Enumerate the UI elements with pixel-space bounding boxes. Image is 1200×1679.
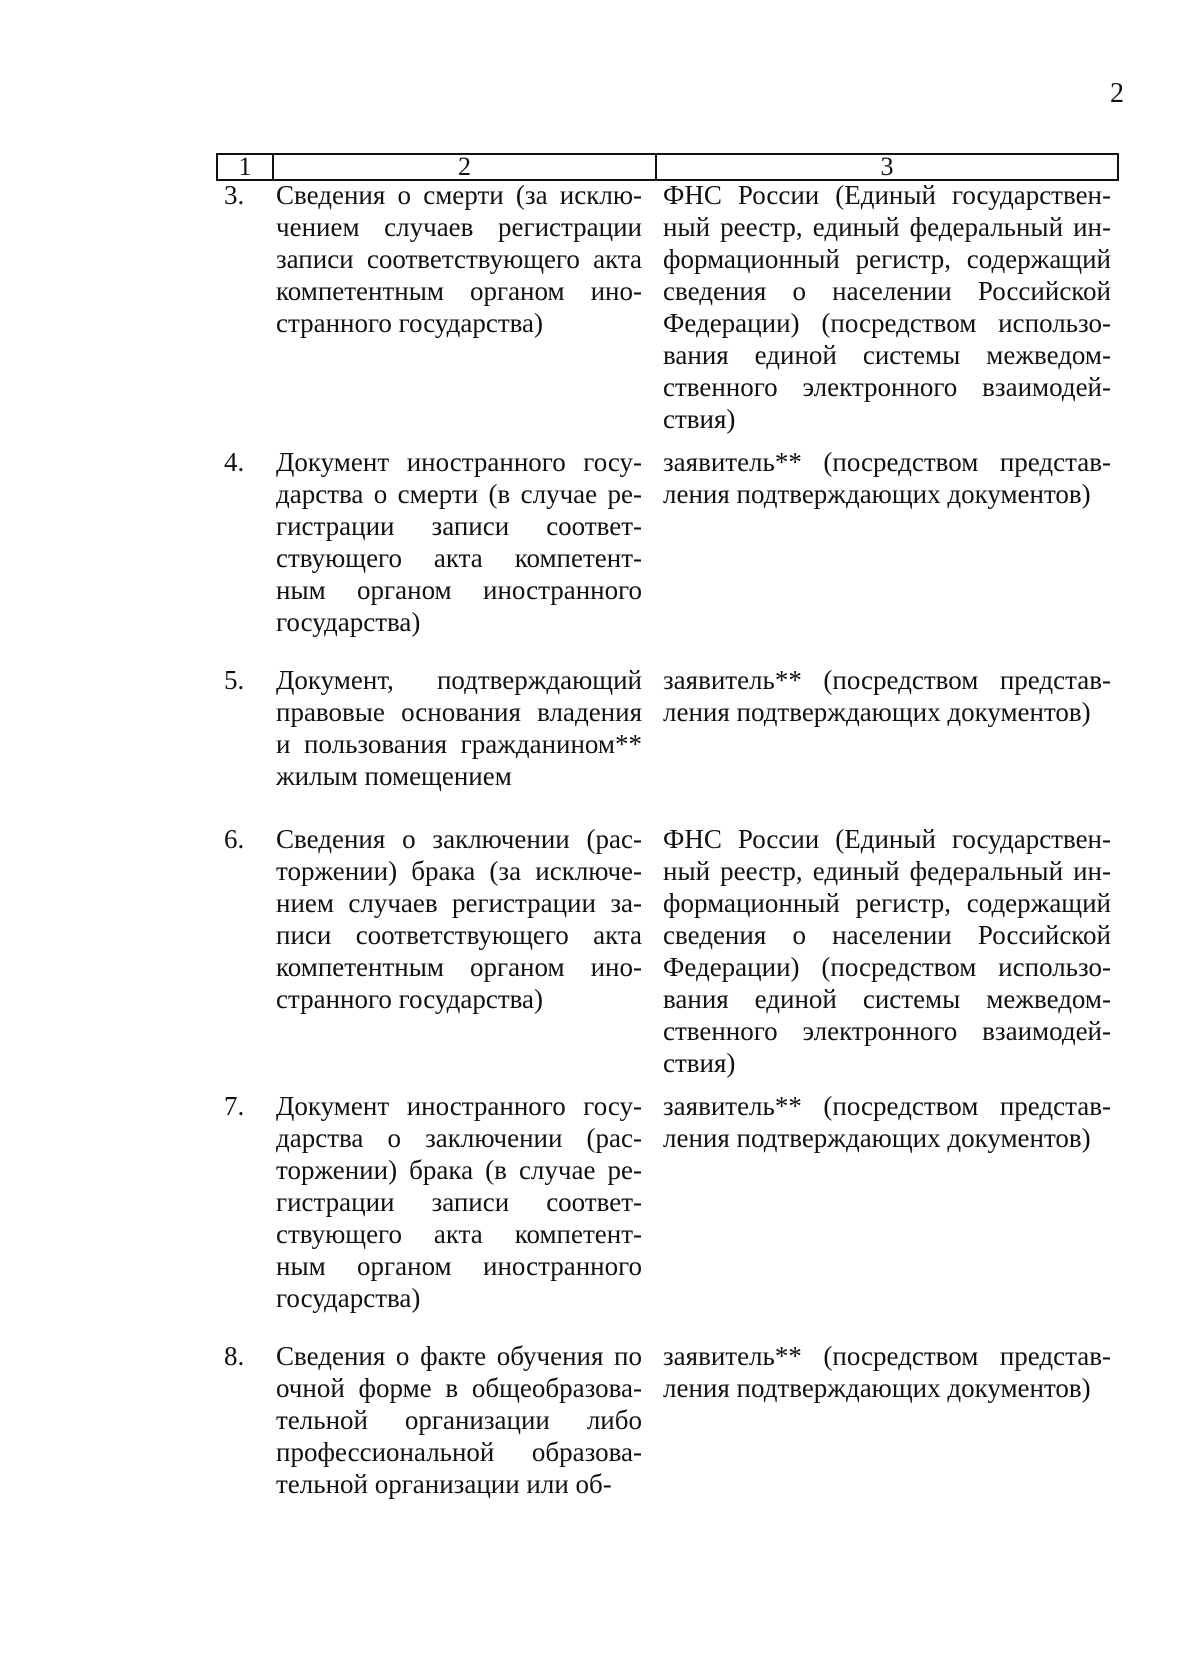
text-line: ления подтверждающих документов) bbox=[663, 479, 1091, 509]
text-line: заявитель** (посредством представ- bbox=[663, 1091, 1111, 1121]
text-line: Федерации) (посредством использо- bbox=[663, 308, 1111, 338]
document-cell bbox=[276, 664, 642, 792]
text-line: заявитель** (посредством представ- bbox=[663, 1341, 1111, 1371]
page-number: 2 bbox=[1110, 78, 1124, 109]
row-number: 4. bbox=[224, 447, 245, 477]
text-line: гистрации записи соответ- bbox=[276, 511, 642, 541]
text-line: государства) bbox=[276, 607, 421, 637]
text-line: торжении) брака (в случае ре- bbox=[276, 1155, 642, 1185]
row-number: 7. bbox=[224, 1091, 245, 1121]
row-number: 3. bbox=[224, 180, 245, 210]
document-cell bbox=[276, 179, 642, 339]
text-line: ствия) bbox=[663, 404, 736, 434]
text-line: правовые основания владения bbox=[276, 697, 642, 727]
text-line: ФНС России (Единый государствен- bbox=[663, 824, 1111, 854]
text-line: писи соответствующего акта bbox=[276, 920, 642, 950]
text-line: ствующего акта компетент- bbox=[276, 543, 642, 573]
text-line: Федерации) (посредством использо- bbox=[663, 952, 1111, 982]
text-line: торжении) брака (за исключе- bbox=[276, 856, 642, 886]
text-line: вания единой системы межведом- bbox=[663, 340, 1111, 370]
text-line: сведения о населении Российской bbox=[663, 920, 1111, 950]
text-line: компетентным органом ино- bbox=[276, 276, 642, 306]
row-number: 5. bbox=[224, 665, 245, 695]
text-line: ный реестр, единый федеральный ин- bbox=[663, 212, 1111, 242]
text-line: заявитель** (посредством представ- bbox=[663, 665, 1111, 695]
text-line: ления подтверждающих документов) bbox=[663, 1373, 1091, 1403]
document-cell bbox=[276, 446, 642, 638]
text-line: вания единой системы межведом- bbox=[663, 984, 1111, 1014]
text-line: странного государства) bbox=[276, 984, 544, 1014]
text-line: тельной организации либо bbox=[276, 1405, 642, 1435]
text-line: заявитель** (посредством представ- bbox=[663, 447, 1111, 477]
text-line: Сведения о смерти (за исклю- bbox=[276, 180, 642, 210]
table-header bbox=[216, 153, 1119, 181]
text-line: дарства о смерти (в случае ре- bbox=[276, 479, 642, 509]
text-line: Документ иностранного госу- bbox=[276, 1091, 642, 1121]
text-line: ствующего акта компетент- bbox=[276, 1219, 642, 1249]
row-number: 6. bbox=[224, 824, 245, 854]
text-line: профессиональной образова- bbox=[276, 1437, 642, 1467]
text-line: очной форме в общеобразова- bbox=[276, 1373, 642, 1403]
source-cell bbox=[663, 664, 1111, 728]
text-line: Документ, подтверждающий bbox=[276, 665, 642, 695]
text-line: ствия) bbox=[663, 1048, 736, 1078]
text-line: формационный регистр, содержащий bbox=[663, 244, 1111, 274]
text-line: ФНС России (Единый государствен- bbox=[663, 180, 1111, 210]
header-col-2: 2 bbox=[274, 155, 657, 179]
text-line: государства) bbox=[276, 1283, 421, 1313]
text-line: ственного электронного взаимодей- bbox=[663, 372, 1111, 402]
source-cell bbox=[663, 1340, 1111, 1404]
text-line: записи соответствующего акта bbox=[276, 244, 642, 274]
text-line: странного государства) bbox=[276, 308, 544, 338]
text-line: гистрации записи соответ- bbox=[276, 1187, 642, 1217]
source-cell bbox=[663, 1090, 1111, 1154]
text-line: ным органом иностранного bbox=[276, 575, 642, 605]
text-line: ственного электронного взаимодей- bbox=[663, 1016, 1111, 1046]
text-line: Документ иностранного госу- bbox=[276, 447, 642, 477]
text-line: формационный регистр, содержащий bbox=[663, 888, 1111, 918]
row-number: 8. bbox=[224, 1341, 245, 1371]
text-line: ления подтверждающих документов) bbox=[663, 1123, 1091, 1153]
header-col-1: 1 bbox=[218, 155, 274, 179]
text-line: и пользования гражданином** bbox=[276, 729, 642, 759]
text-line: жилым помещением bbox=[276, 761, 512, 791]
text-line: ный реестр, единый федеральный ин- bbox=[663, 856, 1111, 886]
text-line: ным органом иностранного bbox=[276, 1251, 642, 1281]
text-line: Сведения о факте обучения по bbox=[276, 1341, 642, 1371]
text-line: компетентным органом ино- bbox=[276, 952, 642, 982]
source-cell bbox=[663, 823, 1111, 1079]
document-cell bbox=[276, 1340, 642, 1500]
text-line: сведения о населении Российской bbox=[663, 276, 1111, 306]
document-cell bbox=[276, 1090, 642, 1314]
text-line: нием случаев регистрации за- bbox=[276, 888, 642, 918]
source-cell bbox=[663, 446, 1111, 510]
document-cell bbox=[276, 823, 642, 1015]
text-line: тельной организации или об- bbox=[276, 1469, 612, 1499]
text-line: дарства о заключении (рас- bbox=[276, 1123, 642, 1153]
header-col-3: 3 bbox=[880, 152, 894, 181]
text-line: чением случаев регистрации bbox=[276, 212, 642, 242]
text-line: Сведения о заключении (рас- bbox=[276, 824, 642, 854]
text-line: ления подтверждающих документов) bbox=[663, 697, 1091, 727]
source-cell bbox=[663, 179, 1111, 435]
